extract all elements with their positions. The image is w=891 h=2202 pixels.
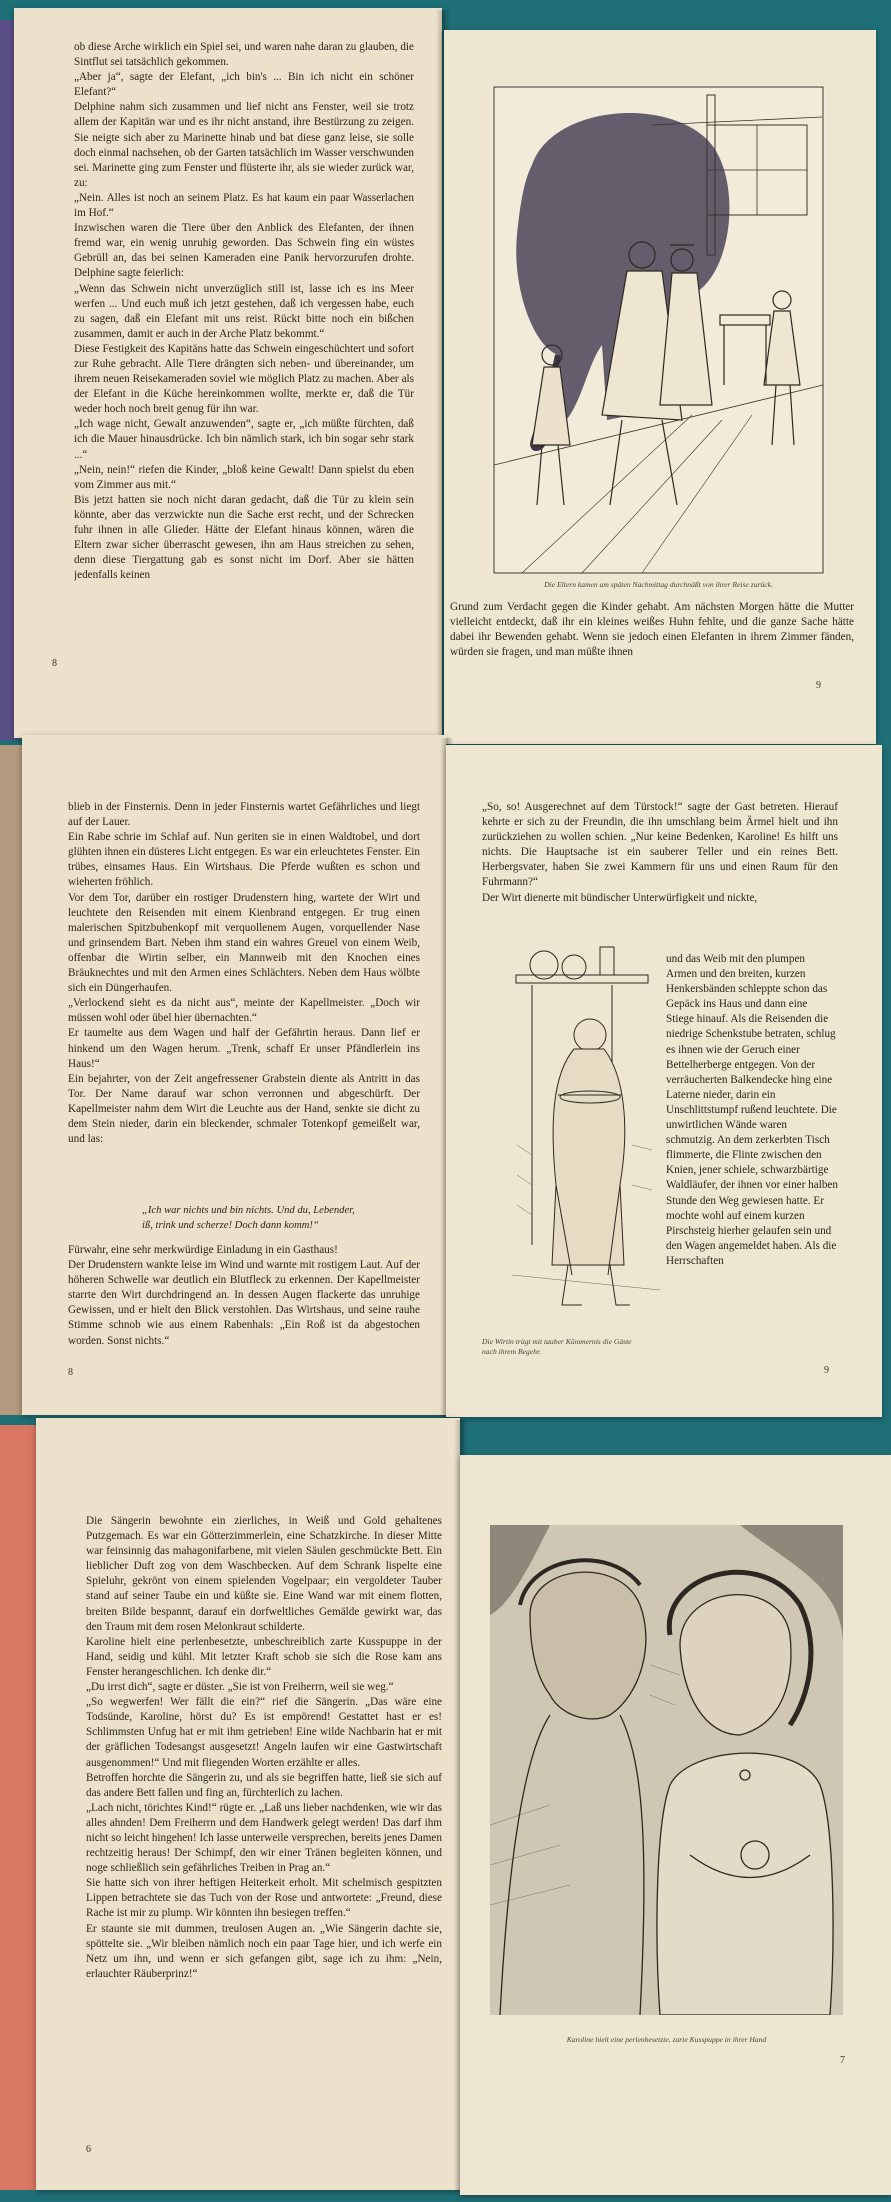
illustration-caption: Die Wirtin trägt mit tauber Kümmernis die Gäste nach ihrem Begehr. (482, 1337, 632, 1356)
page-number: 9 (816, 680, 821, 691)
inscription-quote: „Ich war nichts und bin nichts. Und du, Lebender, iß, trink und scherze! Doch dann komm!“ (142, 1205, 355, 1231)
page-number: 8 (68, 1367, 73, 1378)
page-body-text-continued: Fürwahr, eine sehr merkwürdige Einladung in ein Gasthaus! Der Drudenstern wankte leise im Wind und warnte mit rostigem Laut. Auf der höheren Schwelle war deutlich ein Blutfleck zu erkennen. Der Kapellmeister starrte den Wirt durchdringend an. In dessen Augen flackerte das unruhige Gewissen, und er hielt den Blick verstohlen. Das Wirtshaus, und seine rauhe Stimme schnob wie aus einem Rabenhals: „Ein Roß ist da abgestochen worden. Sonst nichts.“ (68, 1244, 420, 1347)
book-3-cover-edge (0, 1425, 40, 2190)
page-number: 7 (840, 2055, 845, 2066)
book-1-left-page (14, 8, 442, 738)
book-2-right-page (446, 745, 882, 1417)
book-1-right-page (444, 30, 876, 744)
book-3-left-page (36, 1418, 460, 2190)
illustration-innkeeper-wife (512, 945, 660, 1325)
book-2-cover-edge (0, 745, 24, 1415)
page-body-text: ob diese Arche wirklich ein Spiel sei, und waren nahe daran zu glauben, die Sintflut sei tatsächlich gekommen. „Aber ja“, sagte der Elefant, „ich bin's ... Bin ich nicht ein schöner Elefant?“ Delphine nahm sich zusammen und lief nicht ans Fenster, weil sie trotz allem der Kapitän war und es ihr nicht anstand, ihre Bestürzung zu zeigen. Sie neigte sich aber zu Marinette hinab und bat diese ganz leise, sie solle doch einmal nachsehen, ob der Garten tatsächlich im Wasser verschwunden sei. Marinette ging zum Fenster und flüsterte ihr, als sie wieder zurück war, zu: „Nein. Alles ist noch an seinem Platz. Es hat kaum ein paar Wasserlachen im Hof.“ Inzwischen waren die Tiere über den Anblick des Elefanten, der ihnen fremd war, ein wenig unruhig geworden. Das Schwein fing ein wüstes Gebrüll an, das bei seinen Kameraden eine Panik hervorzurufen drohte. Delphine sagte feierlich: „Wenn das Schwein nicht unverzüglich still ist, lasse ich es ins Meer werfen ... Und euch muß ich jetzt gestehen, daß ich vergessen habe, euch zu sagen, daß ein Elefant mit uns reist. Rückt bitte noch ein bißchen zusammen, damit er auch in der Arche Platz bekommt.“ Diese Festigkeit des Kapitäns hatte das Schwein eingeschüchtert und sofort zur Ruhe gebracht. Alle Tiere drängten sich neben- und übereinander, um ihrem neuen Reisekameraden soviel wie möglich Platz zu machen. Aber als der Elefant in die Küche hereinkommen wollte, merkte er, daß die Tür weder hoch noch breit genug für ihn war. „Ich wage nicht, Gewalt anzuwenden“, sagte er, „ich müßte fürchten, daß ich die Mauer hinausdrücke. Ich bin nämlich stark, ich bin sogar sehr stark ...“ „Nein, nein!“ riefen die Kinder, „bloß keine Gewalt! Dann spielst du eben vom Zimmer aus mit.“ Bis jetzt hatten sie noch nicht daran gedacht, daß die Tür zu klein sein könnte, aber das verzwickte nun die Sache erst recht, und der Schrecken fuhr ihnen in alle Glieder. Hätte der Elefant hinaus können, wären die Eltern zwar sicher überrascht gewesen, ihn am Haus streichen zu sehen, denn diese Tiergattung gab es sonst nicht im Dorf. Aber sie hätten jedenfalls keinen (74, 41, 414, 582)
innkeeper-wife-svg (512, 945, 660, 1325)
book-3-right-page (460, 1455, 891, 2195)
illustration-couple-portrait (490, 1525, 843, 2015)
couple-portrait-svg (490, 1525, 843, 2015)
page-number: 6 (86, 2144, 91, 2155)
elephant-illustration-svg (492, 85, 825, 575)
page-body-text: blieb in der Finsternis. Denn in jeder Finsternis wartet Gefährliches und liegt auf der Lauer. Ein Rabe schrie im Schlaf auf. Nun geriten sie in einen Waldtobel, und dort glühten ihnen ein düsteres Licht entgegen. Es war ein erleuchtetes Fenster. Ein trübes, einsames Haus. Ein Wirtshaus. Die Pferde wußten es schon und wieherten fröhlich. Vor dem Tor, darüber ein rostiger Drudenstern hing, wartete der Wirt und leuchtete den Reisenden mit einem Kienbrand entgegen. Er trug einen malerischen Spitzbubenkopf mit verquollenem Augen, vorquellender Nase und grinsendem Bart. Neben ihm stand ein wahres Greuel von einem Weib, offenbar die Wirtin selber, ein Mannweib mit den Knochen eines Bräuknechtes und mit den Armen eines Schlächters. Neben dem Haus wölbte sich ein Düngerhaufen. „Verlockend sieht es da nicht aus“, meinte der Kapellmeister. „Doch wir müssen wohl oder übel hier übernachten.“ Er taumelte aus dem Wagen und half der Gefährtin heraus. Dann lief er hinkend um den Wagen herum. „Trenk, schaff Er unser Pfändlerlein ins Haus!“ Ein bejahrter, von der Zeit angefressener Grabstein diente als Antritt in das Tor. Der Name darauf war schon verronnen und abgeschürft. Der Kapellmeister nahm dem Wirt die Leuchte aus der Hand, senkte sie dicht zu dem Stein nieder, darin ein bleckender, schmaler Totenkopf gemeißelt war, und las: (68, 801, 420, 1146)
page-body-text-top: „So, so! Ausgerechnet auf dem Türstock!“ sagte der Gast betreten. Hierauf kehrte er sich zu der Freundin, die ihn umschlang beim Ärmel hielt und ihn zurückziehen zu wollen schien. „Nur keine Bedenken, Karoline! Es hilft uns nichts. Die Hauptsache ist ein sauberer Teller und ein reines Bett. Herbergsvater, haben Sie zwei Kammern für uns und einen Raum für den Fuhrmann?“ Der Wirt dienerte mit bündischer Unterwürfigkeit und nickte, (482, 801, 838, 904)
illustration-elephant-scene (492, 85, 825, 575)
page-body-text: Grund zum Verdacht gegen die Kinder gehabt. Am nächsten Morgen hätte die Mutter vielleicht entdeckt, daß ihr ein kleines weißes Huhn fehlte, und die ganze Sache hätte dabei ihr Bewenden gehabt. Wenn sie jedoch einen Elefanten in ihrem Zimmer fänden, würden sie fragen, und man müßte ihnen (450, 601, 854, 659)
illustration-caption: Die Eltern kamen am späten Nachmittag durchnäßt von ihrer Reise zurück. (544, 580, 773, 589)
book-2-left-page (22, 735, 446, 1415)
page-number: 9 (824, 1365, 829, 1376)
page-body-text: Die Sängerin bewohnte ein zierliches, in Weiß und Gold gehaltenes Putzgemach. Es war ein Götterzimmerlein, eine Schatzkirche. In dieser Mitte war feinsinnig das mahagonifarbene, mit vielen Säulen geschmückte Bett. Ein lieblicher Duft zog von dem Waschbecken. Auf dem Schrank lispelte eine Spieluhr, gekrönt von einem spielenden Vogelpaar; ein vergoldeter Tauber stand auf seiner Taube ein und küßte sie. Eine Wand war mit einem flotten, breiten Bilde bespannt, darauf ein dorfweltliches Gemälde gewirkt war, das den Traum mit dem rosen Melonkraut schilderte. Karoline hielt eine perlenbesetzte, unbeschreiblich zarte Kusspuppe in der Hand, seidig und kühl. Mit letzter Kraft schob sie sich die Rose kam ans Fenster herangeschlichen. Ich denke dir.“ „Du irrst dich“, sagte er düster. „Sie ist von Freiherrn, weil sie weg.“ „So wegwerfen! Wer fällt die ein?“ rief die Sängerin. „Das wäre eine Todsünde, Karoline, hörst du? Es ist empörend! Gestattet hast er es! Schlimmsten Unfug hat er mit ihm getrieben! Eine wilde Nachbarin hat er mit der gräflichen Todesangst ausgesetzt! Angeln laufen wir eine Gastwirtschaft ausgenommen!“ Und mit fliegenden Worten erzählte er alles. Betroffen horchte die Sängerin zu, und als sie begriffen hatte, ließ sie sich auf das andere Bett fallen und fing an, fürchterlich zu lachen. „Lach nicht, törichtes Kind!“ rügte er. „Laß uns lieber nachdenken, wie wir das alles ahnden! Dem Freiherrn und dem Handwerk gelegt werden! Das darf ihm nicht so leicht hingehen! Ich lasse unterweile versprechen, bereits jenes Damen rechtzeitig heraus! Der Schimpf, den wir einer Tränen begleiten können, und noge schließlich sein gefährliches Treiben in Prag an.“ Sie hatte sich von ihrer heftigen Heiterkeit erholt. Mit schelmisch gespitzten Lippen betrachtete sie das Tuch von der Rose und antwortete: „Freund, diese Rache ist mir zu plump. Wir könnten ihn besiegen treffen.“ Er staunte sie mit dummen, treulosen Augen an. „Wie Sängerin dachte sie, spöttelte sie. „Wir bleiben nämlich noch ein paar Tage hier, und ich werfe ein Netz um ihn, und wenn er sich gefangen gibt, sage ich zu ihm: „Nein, erlauchter Räuberprinz!“ (86, 1515, 442, 1980)
page-number: 8 (52, 658, 57, 669)
illustration-caption: Karoline hielt eine perlenbesetzte, zarte Kusspuppe in ihrer Hand (566, 2035, 767, 2044)
page-body-text-side: und das Weib mit den plumpen Armen und den breiten, kurzen Henkersbänden schleppte schon das Gepäck ins Haus und dann eine Stiege hinauf. Als die Reisenden die niedrige Schenkstube betraten, schlug es ihnen wie der Geruch einer Bettelherberge entgegen. Von der verräucherten Balkendecke hing eine Laterne nieder, darin ein Unschlittstumpf rußend leuchtete. Die unwirtlichen Wände waren schmutzig. An dem zerkerbten Tisch flimmerte, die Flinte zwischen den Knien, jener schiele, schwarzbärtige Waldläufer, der ihnen vor einer halben Stunde den Weg gewiesen hatte. Er mochte wohl auf einem kurzen Pirschsteig hierher gelaufen sein und den Wagen angemeldet haben. Als die Herrschaften (666, 953, 838, 1267)
